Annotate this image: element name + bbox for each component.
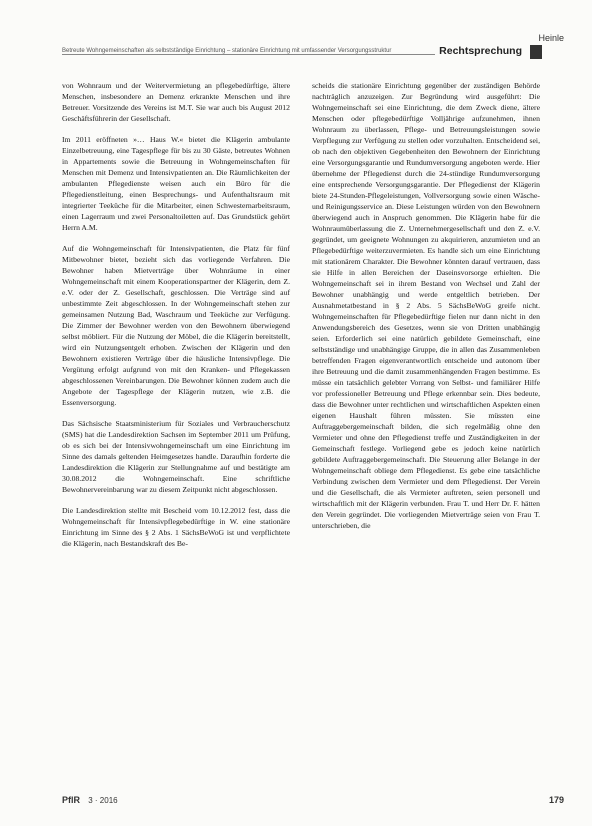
paragraph: von Wohnraum und der Weitervermietung an pflegebedürftige, ältere Menschen, insbesondere an Demenz erkrankte Menschen und ihre Betreuer. Vorsitzende des Vereins ist M.T. Sie war auch bis August 2012 Geschäftsführerin der Gesellschaft. bbox=[62, 81, 290, 123]
right-text-column bbox=[312, 80, 540, 541]
left-text-column bbox=[62, 80, 290, 559]
page-number: 179 bbox=[548, 795, 564, 805]
journal-name: PflR bbox=[62, 795, 80, 805]
section-title: Rechtsprechung bbox=[435, 45, 522, 57]
running-head-subtitle: Betreute Wohngemeinschaften als selbstständige Einrichtung – stationäre Einrichtung mit umfassender Versorgungsstruktur bbox=[62, 48, 395, 54]
issue-number: 3 · 2016 bbox=[88, 796, 118, 805]
paragraph: scheids die stationäre Einrichtung gegenüber der zuständigen Behörde nachträglich anzuzeigen. Zur Begründung wird ausgeführt: Die Wohngemeinschaft sei eine Einrichtung, die dem Zweck diene, ältere Menschen oder pflegebedürftige Volljährige aufzunehmen, ihnen Wohnraum zu überlassen, Pflege- und Betreuungsleistungen sowie Verpflegung zur Verfügung zu stellen oder vorzuhalten. Entscheidend sei, ob nach den objektiven Gegebenheiten den Bewohnern der Einrichtung eine Versorgungsgarantie und Rundumversorgung angeboten werde. Hier übernehme der Pflegedienst durch die 24-stündige Rundumversorgung eine entsprechende Versorgungsgarantie. Der Pflegedienst der Klägerin biete 24-Stunden-Pflegeleistungen, Vollversorgung sowie einen Wäsche- und Reinigungsservice an. Diese Leistungen würden von den Bewohnern überwiegend auch in Anspruch genommen. Die Klägerin habe für die Wohnraumüberlassung die Z. Unternehmergesellschaft und den Z. e.V. gegründet, um geeignete Wohnungen zu akquirieren, anzumieten und an Pflegebedürftige weiterzuvermieten. Es handle sich um eine Einrichtung mit stationärem Charakter. Die Bewohner könnten darauf vertrauen, dass sie Hilfe in allen Bereichen der Daseinsvorsorge erhielten. Die Wohngemeinschaft sei in ihrem Bestand von Wechsel und Zahl der Bewohner unabhängig und werde entgeltlich betrieben. Der Ausnahmetatbestand in § 2 Abs. 5 SächsBeWoG greife nicht. Wohngemeinschaften für Pflegebedürftige fielen nur dann nicht in den Anwendungsbereich des Gesetzes, wenn sie von Dritten unabhängig seien. Erforderlich sei eine natürlich gebildete Gemeinschaft, eine selbstständige und unabhängige Gruppe, die in allen das Zusammenleben betreffenden Fragen eigenverantwortlich entscheide und autonom über ihre Betreuung und die damit zusammenhängenden Fragen bestimme. Es müsse ein tatsächlich gelebter Vorrang von Selbst- und familiärer Hilfe vor professioneller Betreuung und Pflege erkennbar sein. Dies bedeute, dass die Bewohner unter rechtlichen und wirtschaftlichen Aspekten einen eigenen Haushalt führen müssten. Sie müssten eine Auftraggebergemeinschaft bilden, die sich regelmäßig ohne den Vermieter und ohne den Pflegedienst treffe und Zuständigkeiten in der Gemeinschaft festlege. Vorliegend gebe es jedoch keine natürlich gebildete Auftraggebergemeinschaft. Die Steuerung aller Belange in der Wohngemeinschaft obliege dem Pflegedienst. Es gebe eine tatsächliche Verbindung zwischen dem Vermieter und dem Pflegedienst. Der Verein und die Gesellschaft, die als Vermieter auftreten, seien personell und wirtschaftlich mit der Klägerin verbunden. Frau T. und Herr Dr. F. hätten den Verein gegründet. Die vorliegenden Mietverträge seien von Frau T. unterschrieben, die bbox=[312, 81, 540, 530]
paragraph: Im 2011 eröffneten »… Haus W.« bietet die Klägerin ambulante Einzelbetreuung, eine Tagespflege für bis zu 30 Gäste, betreutes Wohnen in Appartements sowie die Betreuung in Wohngemeinschaften für Menschen mit Demenz und Intensivpatienten an. Die Räumlichkeiten der ambulanten Pflegedienste weisen auch ein Büro für die Pflegedienstleitung, einen Besprechungs- und Aufenthaltsraum mit integrierter Teeküche für die Mitarbeiter, einen Schwesternarbeitsraum, einen Lagerraum und zwei Personaltoiletten auf. Das Grundstück gehört Herrn A.M. bbox=[62, 135, 290, 232]
paragraph: Auf die Wohngemeinschaft für Intensivpatienten, die Platz für fünf Mitbewohner bietet, bezieht sich das vorliegende Verfahren. Die Bewohner haben Mietverträge über Wohnräume in einer Wohngemeinschaft mit einem Kooperationspartner der Klägerin, dem Z. e.V. oder der Z. Gesellschaft, geschlossen. Die Verträge sind auf unbestimmte Zeit abgeschlossen. In der Wohngemeinschaft stehen zur gemeinsamen Nutzung Bad, Waschraum und Teeküche zur Verfügung. Die Zimmer der Bewohner werden von den Bewohnern überwiegend selbst möbliert. Für die Nutzung der Möbel, die die Klägerin bereitstellt, wird ein Nutzungsentgelt erhoben. Zwischen der Klägerin und den Bewohnern existieren Verträge über die häusliche Intensivpflege. Die Vergütung erfolgt aufgrund von mit den Kranken- und Pflegekassen abgeschlossenen Vereinbarungen. Die Bewohner können zudem auch die Angebote der Tagespflege der Klägerin nutzen, wie z.B. die Essenversorgung. bbox=[62, 244, 290, 407]
paragraph: Die Landesdirektion stellte mit Bescheid vom 10.12.2012 fest, dass die Wohngemeinschaft für Intensivpflegebedürftige in W. eine stationäre Einrichtung im Sinne des § 2 Abs. 1 SächsBeWoG ist und verpflichtete die Klägerin, nach Bestandskraft des Be- bbox=[62, 506, 290, 548]
running-head-author: Heinle bbox=[538, 33, 564, 43]
section-marker-block bbox=[530, 45, 542, 59]
paragraph: Das Sächsische Staatsministerium für Soziales und Verbraucherschutz (SMS) hat die Landesdirektion Sachsen im September 2011 um Prüfung, ob es sich bei der Intensivwohngemeinschaft um eine Einrichtung im Sinne des damals geltenden Heimgesetzes handle. Daraufhin forderte die Landesdirektion die Klägerin zur Stellungnahme auf und bestätigte am 30.08.2012 die Wohngemeinschaft. Eine schriftliche Bewohnervereinbarung war zu diesem Zeitpunkt nicht abgeschlossen. bbox=[62, 419, 290, 494]
running-head-bar bbox=[0, 44, 592, 60]
page-footer bbox=[62, 795, 564, 809]
